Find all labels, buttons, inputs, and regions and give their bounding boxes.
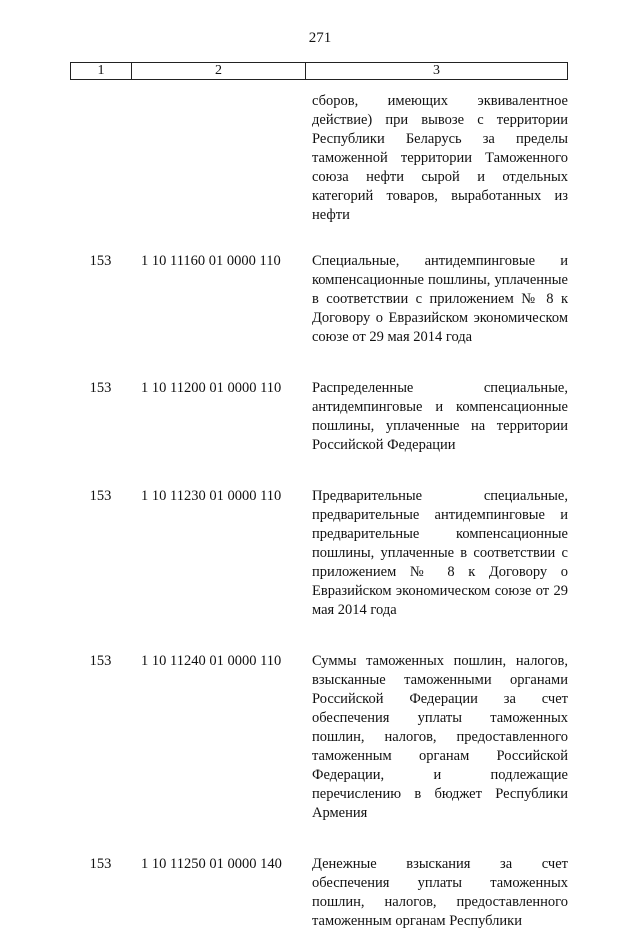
table-body (70, 92, 568, 931)
table-row (70, 379, 568, 455)
budget-code-cell: 1 10 11240 01 0000 110 (141, 653, 282, 669)
table-row (70, 252, 568, 347)
table-row (70, 855, 568, 931)
description-cell: Предварительные специальные, предварительные антидемпинговые и предварительные компенсационные пошлины, уплаченные в соответствии с приложением № 8 к Договору о Евразийском экономическом союзе от 29 мая 2014 года (312, 488, 568, 618)
admin-code-cell: 153 (89, 653, 112, 669)
description-cell: сборов, имеющих эквивалентное действие) при вывозе с территории Республики Беларусь за пределы таможенной территории Таможенного союза нефти сырой и отдельных категорий товаров, выработанных из нефти (312, 93, 568, 223)
description-cell: Распределенные специальные, антидемпинговые и компенсационные пошлины, уплаченные на территории Российской Федерации (312, 380, 568, 453)
description-cell: Суммы таможенных пошлин, налогов, взысканные таможенными органами Российской Федерации за счет обеспечения уплаты таможенных пошлин, налогов, предоставленного таможенным органам Российской Федерации, и подлежащие перечислению в бюджет Республики Армения (312, 653, 568, 821)
budget-code-cell (131, 92, 305, 225)
admin-code-cell: 153 (89, 380, 112, 396)
budget-code-cell: 1 10 11160 01 0000 110 (141, 253, 281, 269)
budget-code-cell: 1 10 11230 01 0000 110 (141, 488, 282, 504)
page-number: 271 (308, 30, 332, 46)
table-header (70, 62, 568, 80)
budget-code-cell: 1 10 11250 01 0000 140 (141, 856, 282, 872)
header-column-3: 3 (433, 63, 440, 78)
admin-code-cell: 153 (89, 856, 112, 872)
header-column-2: 2 (132, 63, 306, 79)
header-column-1: 1 (71, 63, 132, 79)
table-row (70, 487, 568, 620)
table-row (70, 92, 568, 225)
description-cell: Специальные, антидемпинговые и компенсационные пошлины, уплаченные в соответствии с приложением № 8 к Договору о Евразийском экономическом союзе от 29 мая 2014 года (312, 253, 568, 345)
admin-code-cell: 153 (89, 488, 112, 504)
description-cell: Денежные взыскания за счет обеспечения уплаты таможенных пошлин, налогов, предоставленного таможенным органам Республики (312, 856, 568, 929)
admin-code-cell: 153 (89, 253, 112, 269)
budget-code-cell: 1 10 11200 01 0000 110 (141, 380, 282, 396)
table-row (70, 652, 568, 823)
admin-code-cell (70, 92, 131, 225)
